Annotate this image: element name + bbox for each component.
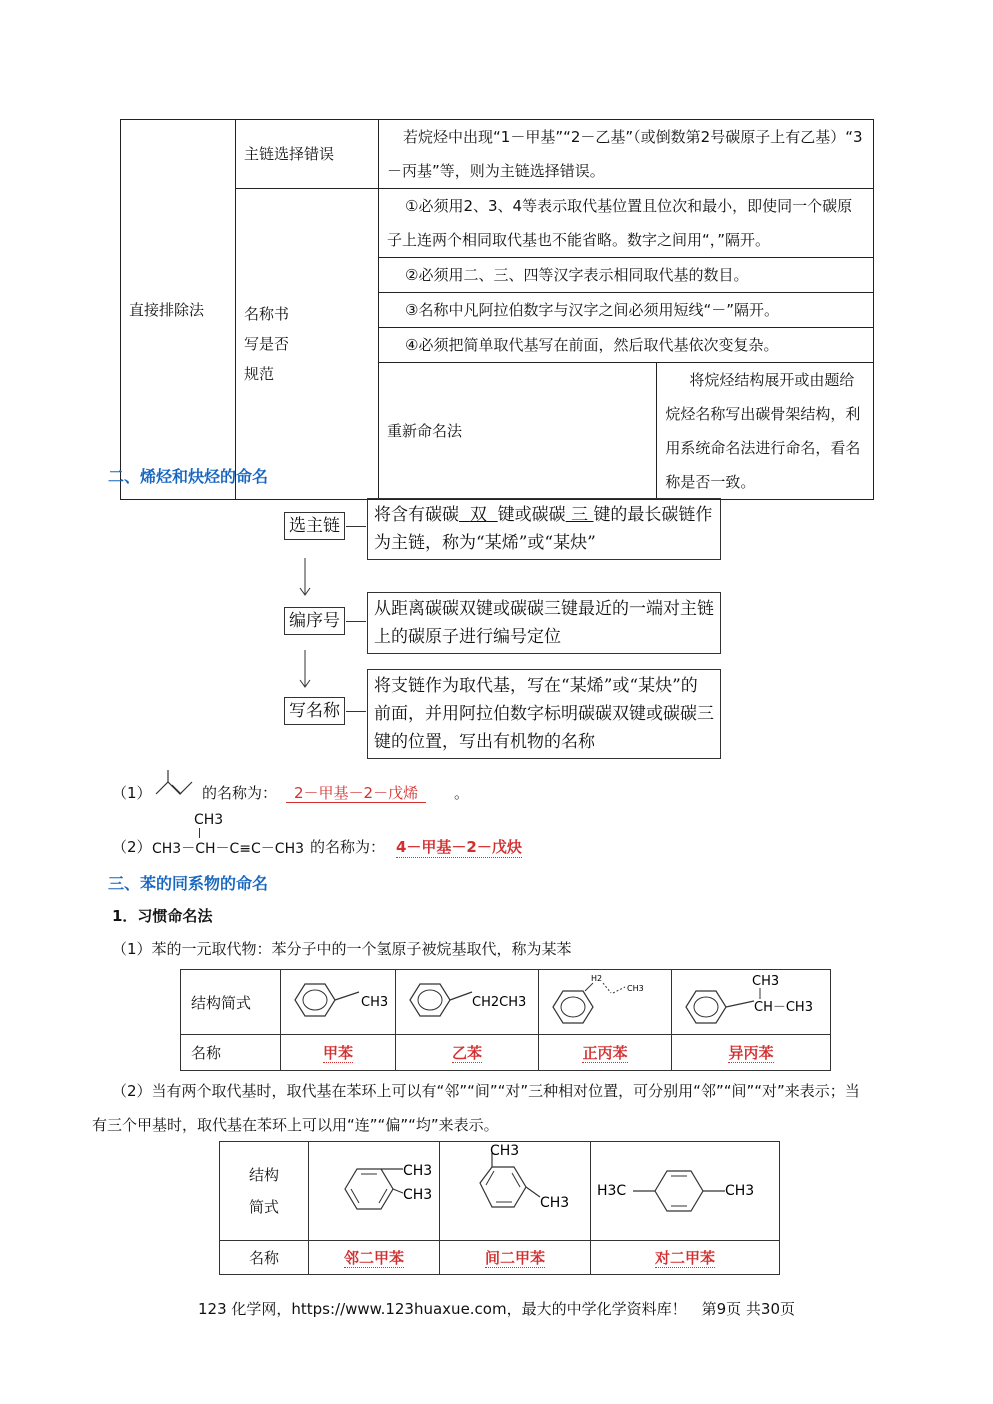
rule-1: ①必须用2、3、4等表示取代基位置且位次和最小，即使同一个碳原子上连两个相同取代基也不能省略。数字之间用“，”隔开。 — [379, 189, 874, 258]
name-ethylbenzene: 乙苯 — [396, 1035, 539, 1071]
flow-connector-3 — [346, 711, 366, 712]
row-header-direct: 直接排除法 — [121, 120, 236, 500]
svg-text:CH2CH3: CH2CH3 — [472, 995, 527, 1010]
flow-text-2: 从距离碳碳双键或碳碳三键最近的一端对主链上的碳原子进行编号定位 — [367, 592, 721, 654]
flow-text-1: 将含有碳碳 双 键或碳碳 三 键的最长碳链作为主链，称为“某烯”或“某炔” — [367, 498, 721, 560]
q2-bond-line — [199, 828, 200, 838]
flow-arrow-2 — [296, 650, 316, 690]
ethylbenzene-structure — [396, 970, 539, 1035]
page-footer: 123 化学网，https://www.123huaxue.com，最大的中学化学资料库！ 第9页 共30页 — [197, 1300, 795, 1318]
svg-text:CH3: CH3 — [752, 974, 780, 989]
q1-answer: 2－甲基－2－戊烯 — [286, 782, 426, 803]
rule-4: ④必须把简单取代基写在前面，然后取代基依次变复杂。 — [379, 328, 874, 363]
flow-arrow-1 — [296, 558, 316, 598]
t2-row2-header: 名称 — [181, 1035, 281, 1071]
q1-prefix: （1） — [112, 784, 152, 802]
mono-substituted-table — [180, 969, 831, 1071]
flow-text-3: 将支链作为取代基，写在“某烯”或“某炔”的前面，并用阿拉伯数字标明碳碳双键或碳碳三键的位置，写出有机物的名称 — [367, 669, 721, 759]
flow-label-3: 写名称 — [284, 697, 345, 725]
m-xylene-structure — [440, 1142, 591, 1241]
t3-row2-header: 名称 — [220, 1241, 309, 1275]
flow-label-1: 选主链 — [284, 512, 345, 540]
svg-text:CH3: CH3 — [403, 1187, 433, 1203]
svg-text:CH3: CH3 — [490, 1143, 520, 1159]
svg-text:H3C: H3C — [597, 1183, 627, 1199]
p-xylene-structure — [591, 1142, 780, 1241]
propylbenzene-structure — [539, 970, 672, 1035]
section-heading-benzene: 三、苯的同系物的命名 — [108, 874, 269, 893]
m-xylene-structure-svg — [442, 1143, 588, 1235]
sub-label-main-chain: 主链选择错误 — [236, 120, 379, 189]
name-m-xylene: 间二甲苯 — [440, 1241, 591, 1275]
q1-end: 。 — [454, 784, 470, 802]
name-toluene: 甲苯 — [281, 1035, 396, 1071]
t2-row1-header: 结构简式 — [181, 970, 281, 1035]
name-isopropylbenzene: 异丙苯 — [672, 1035, 831, 1071]
name-o-xylene: 邻二甲苯 — [309, 1241, 440, 1275]
svg-text:CH3: CH3 — [725, 1183, 755, 1199]
q1-skeleton-structure — [154, 768, 200, 798]
p-xylene-structure-svg — [593, 1149, 777, 1229]
o-xylene-structure — [309, 1142, 440, 1241]
rule-3: ③名称中凡阿拉伯数字与汉字之间必须用短线“－”隔开。 — [379, 293, 874, 328]
q2-answer: 4－甲基－2－戊炔 — [396, 838, 522, 856]
rules-table — [120, 119, 874, 500]
svg-text:CH3: CH3 — [627, 984, 644, 993]
rule-2: ②必须用二、三、四等汉字表示相同取代基的数目。 — [379, 258, 874, 293]
t3-row1-header: 结构简式 — [220, 1142, 309, 1241]
paragraph-monosubstituted: （1）苯的一元取代物：苯分子中的一个氢原子被烷基取代，称为某苯 — [112, 940, 572, 958]
flow-label-2: 编序号 — [284, 607, 345, 635]
toluene-structure — [281, 970, 396, 1035]
q1-mid: 的名称为： — [202, 784, 278, 802]
q2-formula-top: CH3 — [194, 812, 224, 828]
ethylbenzene-structure-svg — [398, 980, 536, 1020]
main-chain-text: 若烷烃中出现“1－甲基”“2－乙基”（或倒数第2号碳原子上有乙基）“3－丙基”等，则为主链选择错误。 — [379, 120, 874, 189]
svg-text:CH3: CH3 — [540, 1195, 570, 1211]
svg-text:CH－CH3: CH－CH3 — [754, 1000, 813, 1015]
svg-text:H2: H2 — [591, 974, 603, 983]
o-xylene-structure-svg — [311, 1149, 437, 1229]
svg-text:CH3: CH3 — [361, 995, 389, 1010]
flow-connector-2 — [346, 621, 366, 622]
propylbenzene-structure-svg — [541, 971, 669, 1029]
section-heading-alkene: 二、烯烃和炔烃的命名 — [108, 467, 269, 486]
q2-prefix: （2） — [112, 838, 152, 856]
row-header-rename: 重新命名法 — [379, 363, 657, 500]
paragraph-disubstituted: （2）当有两个取代基时，取代基在苯环上可以有“邻”“间”“对”三种相对位置，可分别用“邻”“间”“对”来表示；当有三个甲基时，取代基在苯环上可以用“连”“偏”“均”来表示。 — [92, 1082, 860, 1134]
name-p-xylene: 对二甲苯 — [591, 1241, 780, 1275]
svg-text:CH3: CH3 — [403, 1163, 433, 1179]
name-propylbenzene: 正丙苯 — [539, 1035, 672, 1071]
toluene-structure-svg — [283, 980, 393, 1020]
flow-connector-1 — [346, 526, 366, 527]
xylene-table — [219, 1141, 780, 1275]
isopropylbenzene-structure-svg — [674, 971, 828, 1029]
isopropylbenzene-structure — [672, 970, 831, 1035]
q2-formula: CH3－CH－C≡C－CH3 — [152, 841, 305, 857]
q2-mid: 的名称为： — [310, 838, 386, 856]
sub-heading-common-naming: 1．习惯命名法 — [112, 907, 213, 925]
rename-text: 将烷烃结构展开或由题给烷烃名称写出碳骨架结构，利用系统命名法进行命名，看名称是否一致。 — [657, 363, 874, 500]
sub-label-naming: 名称书写是否规范 — [236, 189, 379, 500]
